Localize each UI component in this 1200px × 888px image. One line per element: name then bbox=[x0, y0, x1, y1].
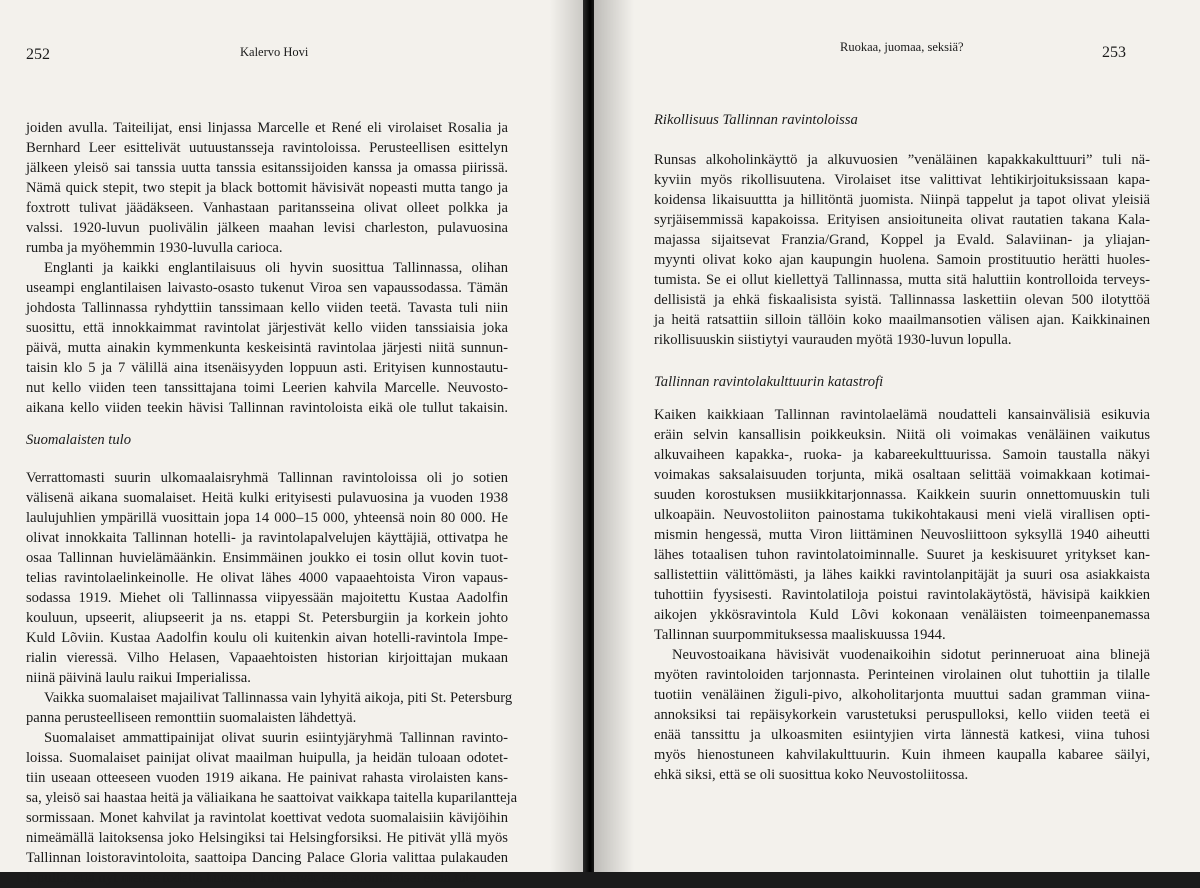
text-line: tuotiin venäläinen žiguli-pivo, alkoholitarjonta muuttui sadan gramman viina- bbox=[654, 687, 1150, 703]
text-line: tiin useaan otteeseen vuoden 1919 aikana. He painivat rahasta virolaisten kans- bbox=[26, 770, 508, 786]
text-line: Kaiken kaikkiaan Tallinnan ravintolaelämä noudatteli kansainvälisiä esikuvia bbox=[654, 407, 1150, 423]
text-line: laulujuhlien ympärillä vuosittain jopa 14 000–15 000, yhteensä noin 80 000. He bbox=[26, 510, 508, 526]
left-page-body bbox=[26, 118, 508, 418]
text-line: tuhottiin fyysisesti. Ravintolatiloja poistui ravintolakäytöstä, hävisipä kaikkien bbox=[654, 587, 1150, 603]
text-line: Vaikka suomalaiset majailivat Tallinnassa vain lyhyitä aikoja, piti St. Petersburg bbox=[44, 690, 513, 706]
text-line: voimakas saksalaisuuden torjunta, mikä osaltaan selittää voimakkaan kotimai- bbox=[654, 467, 1150, 483]
right-running-header: Ruokaa, juomaa, seksiä? bbox=[840, 40, 964, 54]
left-paragraph-4 bbox=[26, 688, 513, 728]
left-page bbox=[0, 0, 586, 886]
text-line: lopulla, että nyt menee todella huonosti kuin eivät edes suomalaiset enää tule. bbox=[26, 870, 480, 886]
text-line: suuden korostuksen musiikkitarjonnassa. Kaikkein suurin onnettomuuskin tuli bbox=[654, 487, 1150, 503]
text-line: mismin hengessä, mutta Viron liittäminen Neuvosliittoon syksyllä 1940 aiheutti bbox=[654, 527, 1150, 543]
text-line: päivä, mutta ainakin kymmenkunta keskeisintä ravintolaa järjesti niitä sunnun- bbox=[26, 340, 508, 356]
text-line: aikojen ykkösravintola Kuld Lõvi kokonaan venäläisten toimeenpanemassa bbox=[654, 607, 1150, 623]
text-line: rialin vieressä. Vilho Helasen, Vapaaehtoisten historian kirjoittajan mukaan bbox=[26, 650, 508, 666]
text-line: majassa sijaitsevat Franzia/Grand, Koppel ja Evald. Salaviinan- ja yliajan- bbox=[654, 232, 1150, 248]
text-line: eräin selvin kansallisin poikkeuksin. Niitä oli voimakas venäläinen vaikutus bbox=[654, 427, 1150, 443]
text-line: osaa Tallinnan huvielämäänkin. Ensimmäinen joukko ei tosin ollut kovin tuot- bbox=[26, 550, 508, 566]
left-paragraph-5 bbox=[26, 728, 518, 888]
text-line: Englanti ja kaikki englantilaisuus oli hyvin suosittua Tallinnassa, olihan bbox=[44, 260, 508, 276]
text-line: nut kello viiden teen tanssittajana toimi Leerien kahvila Marcelle. Neuvosto- bbox=[26, 380, 508, 396]
text-line: lähes totaalisen tuhon ravintolatoiminnalle. Suuret ja keskisuuret yritykset kan- bbox=[654, 547, 1150, 563]
text-line: niinä päivinä laulu raikui Imperialissa. bbox=[26, 670, 251, 686]
text-line: koidensa likaisuuttta ja hillitöntä juomista. Niinpä tappelut ja tapot olivat yleisiä bbox=[654, 192, 1150, 208]
left-running-header: Kalervo Hovi bbox=[240, 45, 309, 59]
section-title-katastrofi: Tallinnan ravintolakulttuurin katastrofi bbox=[654, 374, 884, 390]
text-line: annoksiksi tai repäisykorkein varustetuksi peruspulloksi, kello viiden teetä ei bbox=[654, 707, 1150, 723]
text-line: ja heitä ratsattiin silloin tällöin koko maailmansotien välisen ajan. Kaikkinainen bbox=[654, 312, 1150, 328]
text-line: enää tanssittu ja ulkoasmiten esiintyjien virta lännestä katkesi, viina tuhosi bbox=[654, 727, 1150, 743]
text-line: johdosta Tallinnassa ryhdyttiin tanssimaan kello viiden teetä. Tavasta tuli niin bbox=[26, 300, 508, 316]
text-line: Tallinnan suurpommituksessa maaliskuussa 1944. bbox=[654, 627, 946, 643]
text-line: sodassa 1919. Miehet oli Tallinnassa viipyessään majoitettu Kustaa Aadolfin bbox=[26, 590, 508, 606]
left-page-body-2 bbox=[26, 468, 518, 888]
left-paragraph-1 bbox=[26, 118, 508, 258]
text-line: myös hienostuneen kahvilakulttuurin. Kuin ihmeen kaupalla kabaree säilyi, bbox=[654, 747, 1150, 763]
left-section-suomalaiset bbox=[26, 430, 508, 450]
text-line: olivat innokkaita Tallinnan hotelli- ja ravintolapalvelujen käyttäjiä, ottivatpa he bbox=[26, 530, 508, 546]
text-line: ehkä siksi, että se oli suosittua koko Neuvostoliitossa. bbox=[654, 767, 969, 783]
text-line: sormissaan. Monet kahvilat ja ravintolat koettivat vedota suomalaisiin kävijöihin bbox=[26, 810, 508, 826]
text-line: Tallinnan loistoravintoloita, saattoipa Dancing Palace Gloria valittaa pulakauden bbox=[26, 850, 508, 866]
text-line: rikollisuuskin siistiytyi vaurauden myötä 1930-luvun lopulla. bbox=[654, 332, 1012, 348]
text-line: kyviin myös rikollisuutena. Virolaiset itse valittivat lehtikirjoituksissaan kapa- bbox=[654, 172, 1150, 188]
right-paragraph-1 bbox=[654, 150, 1150, 350]
text-line: Neuvostoaikana hävisivät vuodenaikoihin sidotut perinneruoat aina blinejä bbox=[672, 647, 1150, 663]
text-line: syrjäisemmissä kapakoissa. Erityisen ansioituneita olivat rautatien takana Kala- bbox=[654, 212, 1150, 228]
text-line: Kuld Lõviin. Kustaa Aadolfin koulu oli kuitenkin aivan hotelli-ravintola Impe- bbox=[26, 630, 508, 646]
left-paragraph-2 bbox=[26, 258, 508, 418]
section-title-suomalaisten-tulo: Suomalaisten tulo bbox=[26, 432, 131, 448]
text-line: alkuvaiheen kapakka-, ruoka- ja kabareekulttuurissa. Samoin taustalla näkyi bbox=[654, 447, 1150, 463]
left-page-number: 252 bbox=[26, 46, 50, 63]
text-line: rumba ja myöhemmin 1930-luvulla carioca. bbox=[26, 240, 283, 256]
text-line: myynti olivat koko ajan kaupungin huolena. Samoin prostituutio herätti huoles- bbox=[654, 252, 1150, 268]
right-paragraph-3 bbox=[654, 645, 1150, 785]
left-paragraph-3 bbox=[26, 468, 508, 688]
text-line: valssi. 1920-luvun puolivälin jälkeen maahan levisi charleston, pulavuosina bbox=[26, 220, 508, 236]
text-line: dellisistä ja ehkä fiskaalisista syistä. Tallinnassa laskettiin olevan 500 ilotyttöä bbox=[654, 292, 1150, 308]
text-line: Nämä quick stepit, two stepit ja black bottomit hävisivät nopeasti mutta tango ja bbox=[26, 180, 508, 196]
text-line: myöten ravintoloiden tarjonnasta. Perinteinen virolainen olut tuhottiin ja tilalle bbox=[654, 667, 1150, 683]
right-section-katastrofi bbox=[654, 372, 1150, 392]
text-line: sa, yleisö sai haastaa heitä ja väliaikana he saattoivat vaikkapa taitella kuparilantteja bbox=[26, 790, 518, 806]
right-page bbox=[594, 0, 1200, 872]
text-line: kouluun, upseerit, aliupseerit ja ns. etappi St. Petersburgiin ja korkein johto bbox=[26, 610, 508, 626]
text-line: taisin klo 5 ja 7 välillä aina itsenäisyyden loppuun asti. Erityisen kunnostautu- bbox=[26, 360, 508, 376]
text-line: useampi englantilaisen laivasto-osasto tukenut Viroa sen vapaussodassa. Tämän bbox=[26, 280, 508, 296]
text-line: jälkeen yleisö sai tanssia uutta tanssia esitanssijoiden kanssa ja omassa piirissä. bbox=[26, 160, 508, 176]
right-paragraphs-2-3 bbox=[654, 405, 1150, 785]
text-line: telias ravintolaelinkeinolle. He olivat lähes 4000 vapaaehtoista Viron vapaus- bbox=[26, 570, 508, 586]
text-line: suosittu, että innokkaimmat ravintolat järjestivät kello viiden tanssiaisia joka bbox=[26, 320, 508, 336]
text-line: joiden avulla. Taiteilijat, ensi linjassa Marcelle et René eli virolaiset Rosalia ja bbox=[26, 120, 508, 136]
text-line: Verrattomasti suurin ulkomaalaisryhmä Tallinnan ravintoloissa oli jo sotien bbox=[26, 470, 508, 486]
right-section-rikollisuus bbox=[654, 110, 1150, 130]
text-line: Bernhard Leer esittelivät uutuustansseja ravintoloissa. Perusteellisen esittelyn bbox=[26, 140, 508, 156]
text-line: ulkoapäin. Neuvostoliiton painostama tukikohtakausi meni vielä virallisen opti- bbox=[654, 507, 1150, 523]
text-line: foxtrott tulivat jäädäkseen. Vanhastaan paritansseina olivat olleet polkka ja bbox=[26, 200, 508, 216]
right-page-number: 253 bbox=[1102, 44, 1126, 61]
text-line: aikana kello viiden teekin hävisi Tallinnan ravintoloista eikä ole tullut takaisin. bbox=[26, 400, 508, 416]
text-line: panna perusteelliseen remonttiin suomalaisten lähdettyä. bbox=[26, 710, 357, 726]
text-line: Runsas alkoholinkäyttö ja alkuvuosien ”venäläinen kapakkakulttuuri” tuli nä- bbox=[654, 152, 1150, 168]
text-line: välisenä aikana suomalaiset. Heitä kulki erityisesti pulavuosina ja vuoden 1938 bbox=[26, 490, 508, 506]
text-line: sallistettiin välittömästi, ja lähes kaikki ravintolanpitäjät ja suuri osa asiakkaista bbox=[654, 567, 1150, 583]
text-line: tumista. Se ei ollut kiellettyä Tallinnassa, mutta sitä haluttiin kontrolloida terveys- bbox=[654, 272, 1150, 288]
text-line: Suomalaiset ammattipainijat olivat suurin esiintyjäryhmä Tallinnan ravinto- bbox=[44, 730, 508, 746]
text-line: loissa. Suomalaiset painijat olivat maailman huipulla, ja heidän tuloaan odotet- bbox=[26, 750, 508, 766]
right-paragraph-2 bbox=[654, 405, 1150, 645]
section-title-rikollisuus: Rikollisuus Tallinnan ravintoloissa bbox=[654, 112, 858, 128]
text-line: nimeämällä laitoksensa joko Helsingiksi tai Helsingforsiksi. He pitivät yllä myös bbox=[26, 830, 508, 846]
